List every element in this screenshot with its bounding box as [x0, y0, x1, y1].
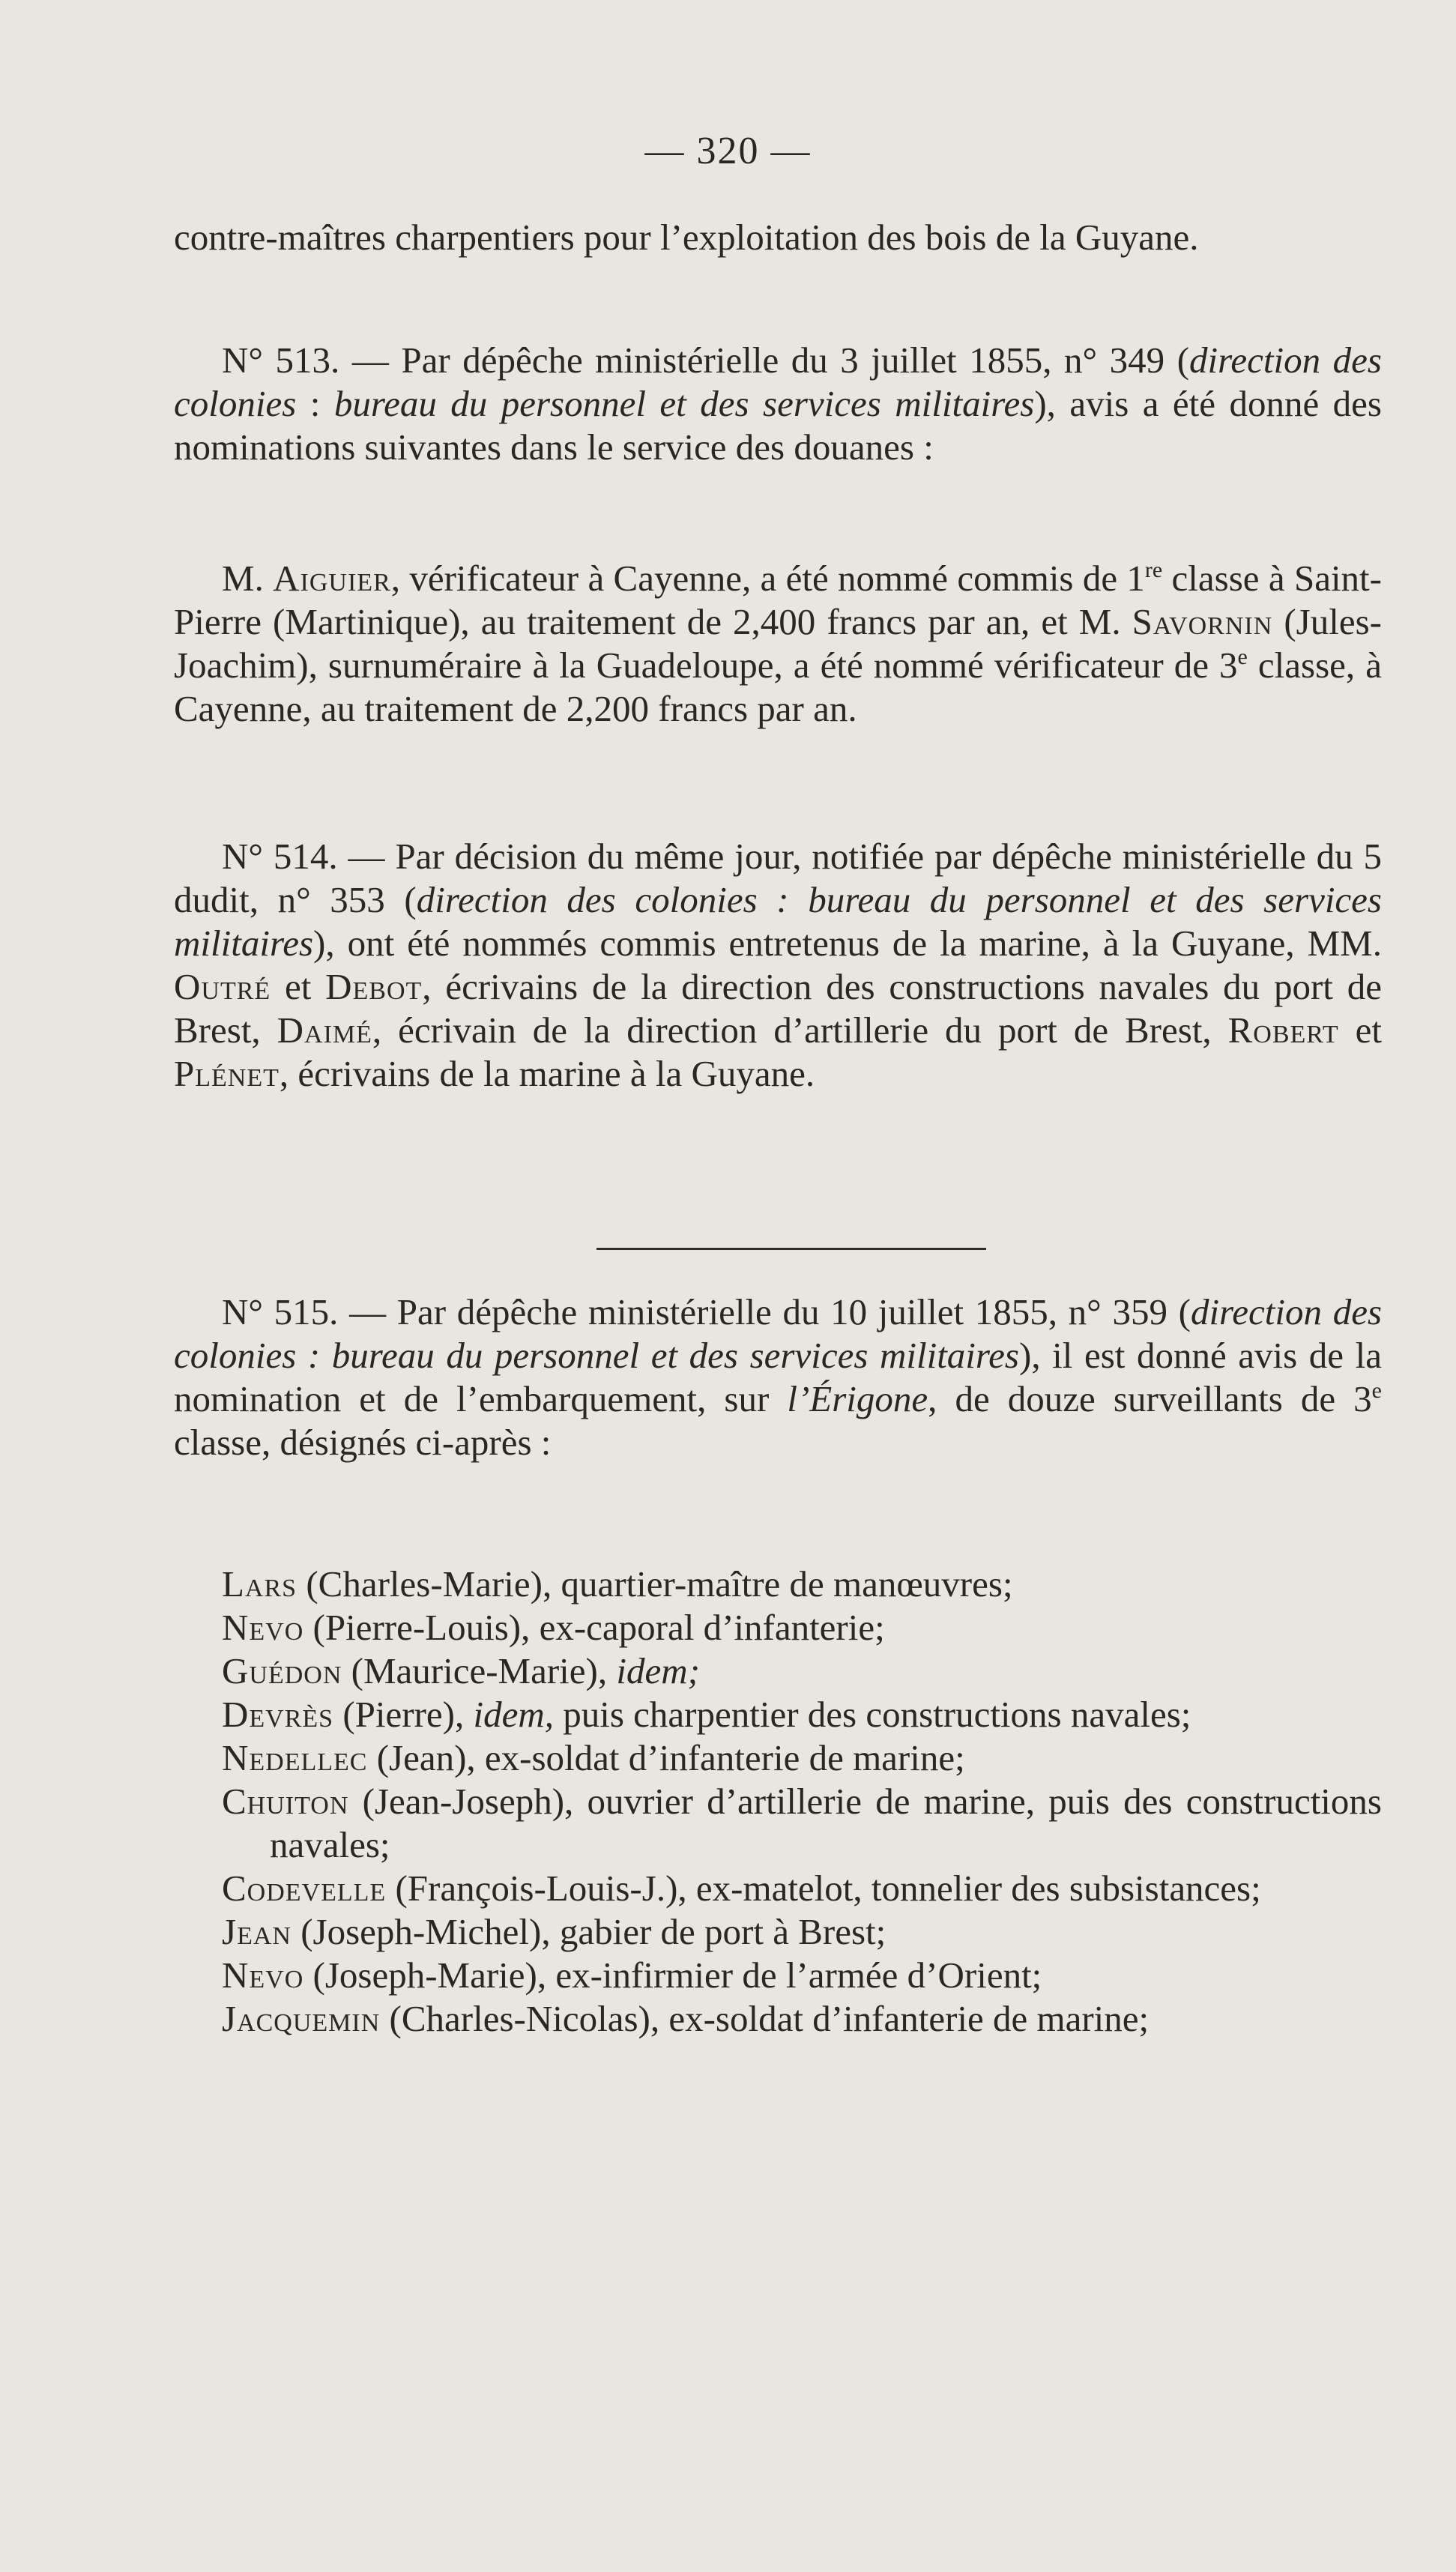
- page-number: — 320 —: [644, 130, 812, 172]
- list-item: Chuiton (Jean-Joseph), ouvrier d’artillerie de marine, puis des constructions navales;: [222, 1781, 1382, 1865]
- list-item: Jacquemin (Charles-Nicolas), ex-soldat d’infanterie de marine;: [222, 1998, 1150, 2039]
- paragraph-513: N° 513. — Par dépêche ministérielle du 3 juillet 1855, n° 349 (direction des colonies : bureau du personnel et des services militaires), avis a été donné des nominations suivantes dans le service des douanes :: [174, 339, 1382, 468]
- paragraph-515: N° 515. — Par dépêche ministérielle du 10 juillet 1855, n° 359 (direction des colonies : bureau du personnel et des services militaires), il est donné avis de la nomination et de l’embarquement, sur l’Érigone, de douze surveillants de 3e classe, désignés ci-après :: [174, 1291, 1383, 1463]
- person-name: Daimé: [277, 1009, 372, 1051]
- list-item: Codevelle (François-Louis-J.), ex-matelot, tonnelier des subsistances;: [222, 1868, 1261, 1909]
- list-item: Nedellec (Jean), ex-soldat d’infanterie de marine;: [222, 1737, 965, 1778]
- surveillants-list: [222, 1563, 1382, 2041]
- paragraph-continuation: contre-maîtres charpentiers pour l’exploitation des bois de la Guyane.: [174, 217, 1199, 258]
- paragraph-513-nominations: M. Aiguier, vérificateur à Cayenne, a été nommé commis de 1re classe à Saint-Pierre (Martinique), au traitement de 2,400 francs par an, et M. Savornin (Jules-Joachim), surnuméraire à la Guadeloupe, a été nommé vérificateur de 3e classe, à Cayenne, au traitement de 2,200 francs par an.: [174, 558, 1382, 729]
- article-number: N° 513.: [222, 339, 340, 381]
- section-divider: [596, 1248, 986, 1250]
- person-name: Plénet: [174, 1053, 280, 1094]
- person-name: Debot: [325, 966, 423, 1007]
- person-name: Outré: [174, 966, 271, 1007]
- list-item: Devrès (Pierre), idem, puis charpentier des constructions navales;: [222, 1694, 1191, 1735]
- paragraph-514: N° 514. — Par décision du même jour, notifiée par dépêche ministérielle du 5 dudit, n° 353 (direction des colonies : bureau du personnel et des services militaires), ont été nommés commis entretenus de la marine, à la Guyane, MM. Outré et Debot, écrivains de la direction des constructions navales du port de Brest, Daimé, écrivain de la direction d’artillerie du port de Brest, Robert et Plénet, écrivains de la marine à la Guyane.: [174, 836, 1383, 1094]
- person-name: Aiguier: [273, 558, 391, 599]
- list-item: Nevo (Pierre-Louis), ex-caporal d’infanterie;: [222, 1607, 885, 1648]
- list-item: Jean (Joseph-Michel), gabier de port à Brest;: [222, 1911, 886, 1952]
- list-item: Lars (Charles-Marie), quartier-maître de manœuvres;: [222, 1563, 1013, 1605]
- list-item: Guédon (Maurice-Marie), idem;: [222, 1650, 700, 1691]
- article-number: N° 514.: [222, 836, 338, 877]
- person-name: Savornin: [1132, 601, 1273, 642]
- article-number: N° 515.: [222, 1291, 339, 1332]
- person-name: Robert: [1227, 1009, 1339, 1051]
- list-item: Nevo (Joseph-Marie), ex-infirmier de l’armée d’Orient;: [222, 1954, 1042, 1996]
- ship-name: l’Érigone: [787, 1378, 928, 1419]
